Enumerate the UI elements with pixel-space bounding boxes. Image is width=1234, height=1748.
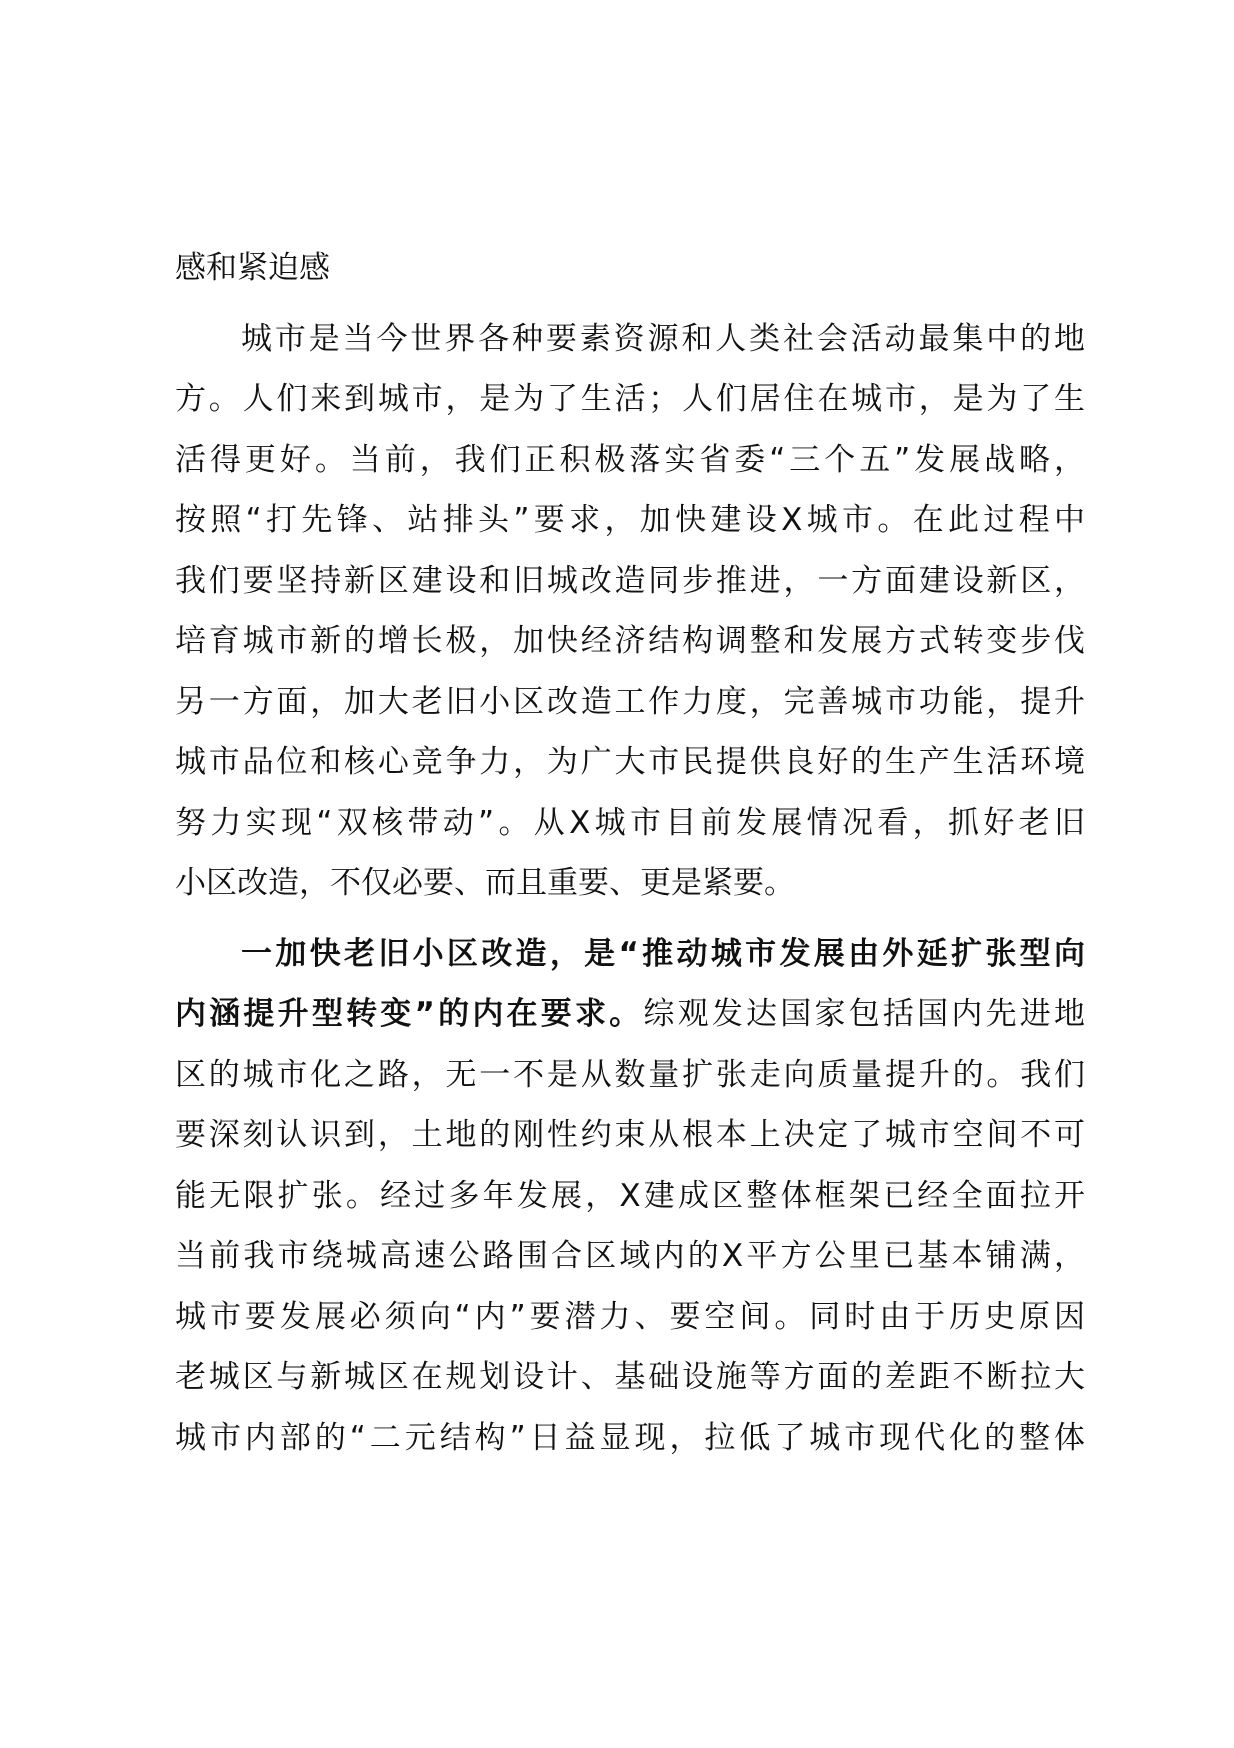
text-line: 城市是当今世界各种要素资源和人类社会活动最集中的地 (241, 320, 1085, 357)
text-line: 老城区与新城区在规划设计、基础设施等方面的差距不断拉大 (175, 1359, 1085, 1395)
text-run: 综观发达国家包括国内先进地 (643, 996, 1085, 1032)
text-line (175, 984, 1085, 1045)
text-line: 活得更好。当前，我们正积极落实省委“三个五”发展战略， (175, 441, 1085, 478)
text-line: 按照“打先锋、站排头”要求，加快建设X城市。在此过程中 (175, 502, 1085, 538)
paragraph-2 (175, 924, 1085, 1469)
text-line: 努力实现“双核带动”。从X城市目前发展情况看，抓好老旧 (175, 804, 1085, 841)
text-line: 当前我市绕城高速公路围合区域内的X平方公里已基本铺满， (175, 1238, 1085, 1274)
text-line: 区的城市化之路，无一不是从数量扩张走向质量提升的。我们 (175, 1056, 1085, 1093)
text-line: 城市内部的“二元结构”日益显现，拉低了城市现代化的整体 (175, 1419, 1085, 1456)
text-line: 能无限扩张。经过多年发展，X建成区整体框架已经全面拉开 (175, 1177, 1085, 1214)
text-line: 培育城市新的增长极，加快经济结构调整和发展方式转变步伐 (175, 623, 1085, 659)
paragraph-1 (175, 309, 1085, 914)
paragraph-gap (175, 914, 1085, 924)
text-line: 另一方面，加大老旧小区改造工作力度，完善城市功能，提升 (175, 683, 1085, 720)
text-line: 城市要发展必须向“内”要潜力、要空间。同时由于历史原因 (175, 1298, 1085, 1335)
section-heading-line: 一加快老旧小区改造，是“推动城市发展由外延扩张型向 (241, 935, 1085, 972)
document-body (175, 238, 1085, 1468)
section-heading-end: 内涵提升型转变”的内在要求。 (175, 996, 644, 1032)
text-line: 我们要坚持新区建设和旧城改造同步推进，一方面建设新区， (175, 562, 1085, 599)
text-line: 要深刻认识到，土地的刚性约束从根本上决定了城市空间不可 (175, 1117, 1085, 1153)
paragraph-gap (175, 299, 1085, 309)
text-line: 城市品位和核心竞争力，为广大市民提供良好的生产生活环境 (175, 744, 1085, 780)
text-line: 小区改造，不仅必要、而且重要、更是紧要。 (175, 865, 795, 901)
text-line: 感和紧迫感 (175, 250, 330, 286)
text-line: 方。人们来到城市，是为了生活；人们居住在城市，是为了生 (175, 381, 1085, 417)
